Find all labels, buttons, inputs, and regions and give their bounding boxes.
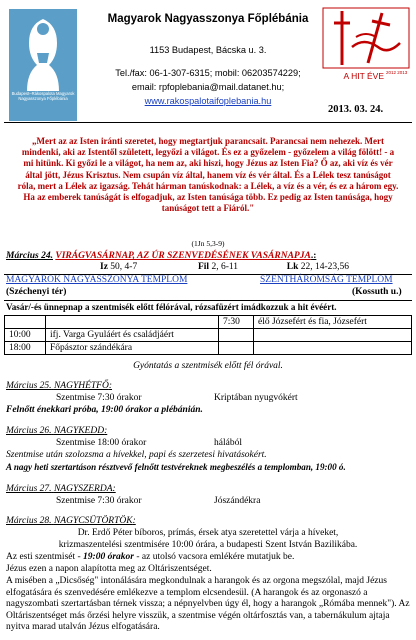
monday-mass: Szentmise 7:30 órakor xyxy=(56,393,142,403)
palm-sunday-title: VIRÁGVASÁRNAP, AZ ÚR SZENVEDÉSÉNEK VASÁRNAPJA xyxy=(55,251,311,261)
reading-ref: 22, 14-23,56 xyxy=(300,262,350,272)
thursday-invitation: Dr. Erdő Péter bíboros, prímás, érsek atya szeretettel várja a híveket, xyxy=(77,528,339,538)
thursday-evening-mass: Az esti szentmisét - 19:00 órakor - az utolsó vacsora emlékére mutatjuk be. xyxy=(6,552,295,562)
year-of-faith-text: A HIT ÉVE xyxy=(343,71,384,81)
tuesday-mass: Szentmise 18:00 órakor xyxy=(56,438,147,448)
tuesday-meeting-note: A nagy heti szertartáson résztvevő felnőtt testvéreknek megbeszélés a templomban, 19:00 ó. xyxy=(6,462,346,472)
palm-sunday-date: Március 24. xyxy=(6,251,53,261)
parish-phone: Tel./fax: 06-1-307-6315; mobil: 06203574229; xyxy=(115,68,301,78)
year-of-faith-logo xyxy=(322,7,410,99)
mass-schedule-table xyxy=(4,315,412,355)
time-cell: 18:00 xyxy=(5,342,46,355)
monday-choir-note: Felnőtt énekkari próba, 19:00 órakor a plébánián. xyxy=(6,405,203,415)
parish-name: Magyarok Nagyasszonya Főplébánia xyxy=(107,13,309,25)
church-left-name: MAGYAROK NAGYASSZONYA TEMPLOM xyxy=(6,275,188,285)
day-heading-tuesday: Március 26. NAGYKEDD: xyxy=(6,426,108,436)
palm-sunday-heading xyxy=(6,251,410,261)
scripture-reference: (1Jn 5,3-9) xyxy=(191,239,225,248)
parish-website-link[interactable]: www.rakospalotaifoplebania.hu xyxy=(144,96,272,106)
confession-note: Gyóntatás a szentmisék előtt fél órával. xyxy=(133,361,283,371)
time-cell xyxy=(219,329,254,342)
table-row xyxy=(5,329,412,342)
reading-book: Iz xyxy=(100,262,108,272)
scripture-quote: „Mert az az Isten iránti szeretet, hogy megtartjuk parancsait. Parancsai nem nehezek. Mert mindenki, aki az Istentől született, legyőzi a világot. És ez a győzelem - győzelem a világ fölött! - a mi hitünk. Ki győzi le a világot, ha nem az, aki hiszi, hogy Jézus az Isten Fia? Ő az, aki víz és vér által jött, Jézus Krisztus. Nem csupán víz által, hanem víz és vér által. És a Lélek tesz tanúságot róla, mert a Lélek az igazság. Tehát hárman tanúskodnak: a Lélek, a víz és a vér, és ez a három egy. Ha az emberek tanúságát is elfogadjuk, az Isten tanúsága több. Ez pedig az Isten tanúsága, hogy tanúságot tett a Fiáról." xyxy=(17,136,399,214)
palm-sunday-suffix: .: xyxy=(310,251,317,261)
intention-cell: Főpásztor szándékára xyxy=(46,342,219,355)
time-cell xyxy=(5,316,46,329)
church-left-location: (Széchenyi tér) xyxy=(6,287,67,297)
parish-address: 1153 Budapest, Bácska u. 3. xyxy=(149,45,267,55)
time-cell xyxy=(219,342,254,355)
rosary-notice: Vasár/-és ünnepnap a szentmisék előtt félórával, rózsafüzért imádkozzuk a hit évéért. xyxy=(6,302,337,312)
day-heading-wednesday: Március 27. NAGYSZERDA: xyxy=(6,484,116,494)
intention-cell: élő Józsefért és fia, Józsefért xyxy=(254,316,412,329)
year-of-faith-years: 2012 2013 xyxy=(386,70,408,75)
intention-cell xyxy=(254,329,412,342)
parish-email: email: rpfoplebania@mail.datanet.hu; xyxy=(131,82,285,92)
tuesday-intention: hálából xyxy=(214,438,242,448)
church-right-name: SZENTHÁROMSÁG TEMPLOM xyxy=(260,275,393,285)
church-right-location: (Kossuth u.) xyxy=(352,287,402,297)
monday-intention: Kriptában nyugvókért xyxy=(214,393,298,403)
thursday-liturgy: A misében a „Dicsőség" intonálására megkondulnak a harangok és az orgona megszólal, majd Jézus elfogatására és szenvedésére emlékezve a templom elcsendesül. (A harangok és az orgonaszó a nagyszombati szertartásban térnek vissza; a népnyelvben úgy él, hogy a harangok „Rómába mennek"). Az Oltáriszentséget más őrzési helyre visszük, a szentmise végén oltárfosztás van, a tabernákulum ajtaja nyitva marad utalván Jézus elfogatására. xyxy=(6,576,410,632)
thursday-eucharist: Jézus ezen a napon alapította meg az Oltáriszentséget. xyxy=(6,564,212,574)
thursday-chrism-mass: krizmaszentelési szentmisére 10:00 órára, a budapesti Szent István Bazilikába. xyxy=(58,540,358,550)
readings-row xyxy=(100,262,400,272)
intention-cell xyxy=(254,342,412,355)
reading-book: Fil xyxy=(197,262,210,272)
reading-book: Lk xyxy=(286,262,299,272)
header-divider xyxy=(4,122,412,123)
tuesday-note: Szentmise után szolozsma a hívekkel, papi és szerzetesi hivatásokért. xyxy=(6,450,267,460)
day-heading-monday: Március 25. NAGYHÉTFŐ: xyxy=(6,381,113,391)
intention-cell: ifj. Varga Gyuláért és családjáért xyxy=(46,329,219,342)
notice-top-rule xyxy=(4,300,412,301)
table-row xyxy=(5,316,412,329)
logo-text: Budapest–Rákospalota Magyarok Nagyasszonya Főplébánia xyxy=(11,91,75,102)
wednesday-intention: Jószándékra xyxy=(214,496,261,506)
reading-ref: 50, 4-7 xyxy=(110,262,138,272)
cross-logo-icon xyxy=(322,7,410,99)
wednesday-mass: Szentmise 7:30 órakor xyxy=(56,496,142,506)
time-cell: 10:00 xyxy=(5,329,46,342)
table-row xyxy=(5,342,412,355)
intention-cell xyxy=(46,316,219,329)
bulletin-date: 2013. 03. 24. xyxy=(328,104,384,115)
time-cell: 7:30 xyxy=(219,316,254,329)
day-heading-thursday: Március 28. NAGYCSÜTÖRTÖK: xyxy=(6,516,136,526)
reading-ref: 2, 6-11 xyxy=(211,262,238,272)
